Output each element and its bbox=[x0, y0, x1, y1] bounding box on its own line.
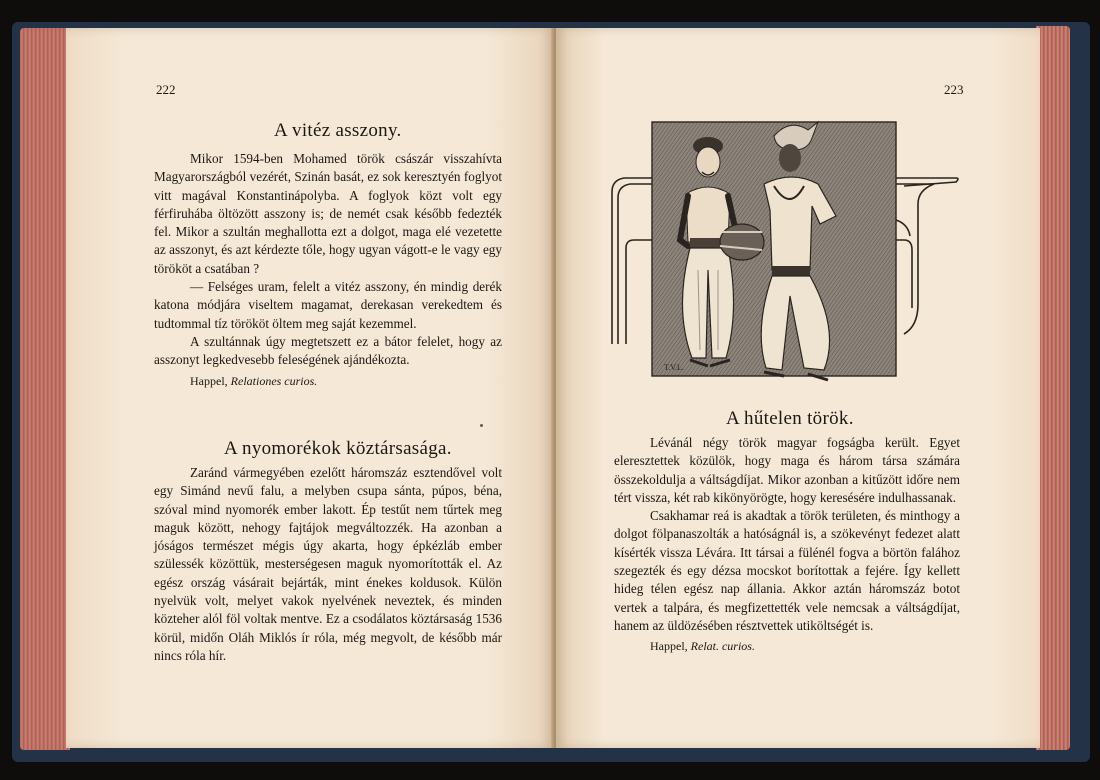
page-edges-left bbox=[20, 28, 70, 750]
source-citation bbox=[154, 372, 502, 390]
illustration-two-figures bbox=[604, 120, 964, 392]
paragraph: — Felséges uram, felelt a vitéz asszony, én mindig derék katona módjára viseltem magamat, derekasan verekedtem és tudtommal tíz törököt öltem meg saját kezemmel. bbox=[154, 279, 502, 331]
print-speck bbox=[480, 424, 483, 427]
story-title: A vitéz asszony. bbox=[274, 120, 402, 141]
source-author: Happel, bbox=[190, 373, 228, 388]
paragraph: Zaránd vármegyében ezelőtt háromszáz esztendővel volt egy Simánd nevű falu, a melyben csupa sánta, púpos, béna, szóval mind nyomorék ember lakott. Ép testűt nem tűrtek meg maguk között, nehogy fajtájok megváltozzék. Ha azonban a jóságos természet mégis úgy akarta, hogy épkézláb ember szülessék közöttük, mesterségesen maguk nyomorították el. Az egész ország vásárait bejárták, mint énekes koldusok. Külön nyelvük volt, melyet vakok nyelvének neveztek, és minden közteher alól föl voltak mentve. Ez a csodálatos köztársaság 1536 körül, midőn Oláh Miklós ír róla, még megvolt, de később már nincs róla hír. bbox=[154, 465, 502, 663]
story-body bbox=[614, 434, 960, 656]
story-title: A hűtelen török. bbox=[726, 408, 854, 429]
story-title: A nyomorékok köztársasága. bbox=[224, 438, 452, 459]
source-work: Relat. curios. bbox=[690, 639, 755, 654]
story-body bbox=[154, 150, 502, 390]
page-edges-right bbox=[1036, 26, 1070, 750]
story-body bbox=[154, 464, 502, 665]
source-work: Relationes curios. bbox=[230, 373, 318, 388]
left-page bbox=[66, 28, 554, 748]
paragraph: Lévánál négy török magyar fogságba került. Egyet eleresztettek közülök, hogy maga és három társa számára összekoldulja a váltságdíjat. Mikor azonban a kitűzött időre nem tért vissza, két rab kikönyörögte, hogy keresésére indulhassanak. bbox=[614, 435, 960, 505]
source-citation bbox=[614, 637, 960, 655]
page-number: 223 bbox=[944, 82, 964, 97]
paragraph: Mikor 1594-ben Mohamed török császár visszahívta Magyarországból vezérét, Szinán basát, ez sok keresztyén foglyot vitt magával Konstantinápolyba. A foglyok közt volt egy férfiruhába öltözött asszony is; de nemét csak később fedezték fel. Mikor a szultán meghallotta ezt a dolgot, maga elé vezetette az asszonyt, és azt kérdezte tőle, hogy ugyan vágott-e le vagy egy törököt a csatában ? bbox=[154, 151, 502, 276]
source-author: Happel, bbox=[650, 639, 688, 654]
illustration-signature: T.V.L. bbox=[664, 363, 684, 372]
right-page bbox=[556, 28, 1040, 748]
paragraph: Csakhamar reá is akadtak a török területen, és minthogy a dolgot fölpanaszolták a hatóságnál is, a szökevényt fedezet alatt kísérték vissza Lévára. Itt társai a fülénél fogva a börtön falához szegezték és egy dézsa mocskot borítottak a fejére. Így kellett hideg télen egész nap állania. Akkor aztán háromszáz botot vertek a talpára, és megfizettették vele nemcsak a váltságdíjat, hanem az üldözésében résztvettek utiköltségét is. bbox=[614, 508, 960, 633]
page-number: 222 bbox=[156, 82, 176, 97]
paragraph: A szultánnak úgy megtetszett ez a bátor felelet, hogy az asszonyt legkedvesebb feleségének ajándékozta. bbox=[154, 333, 502, 368]
